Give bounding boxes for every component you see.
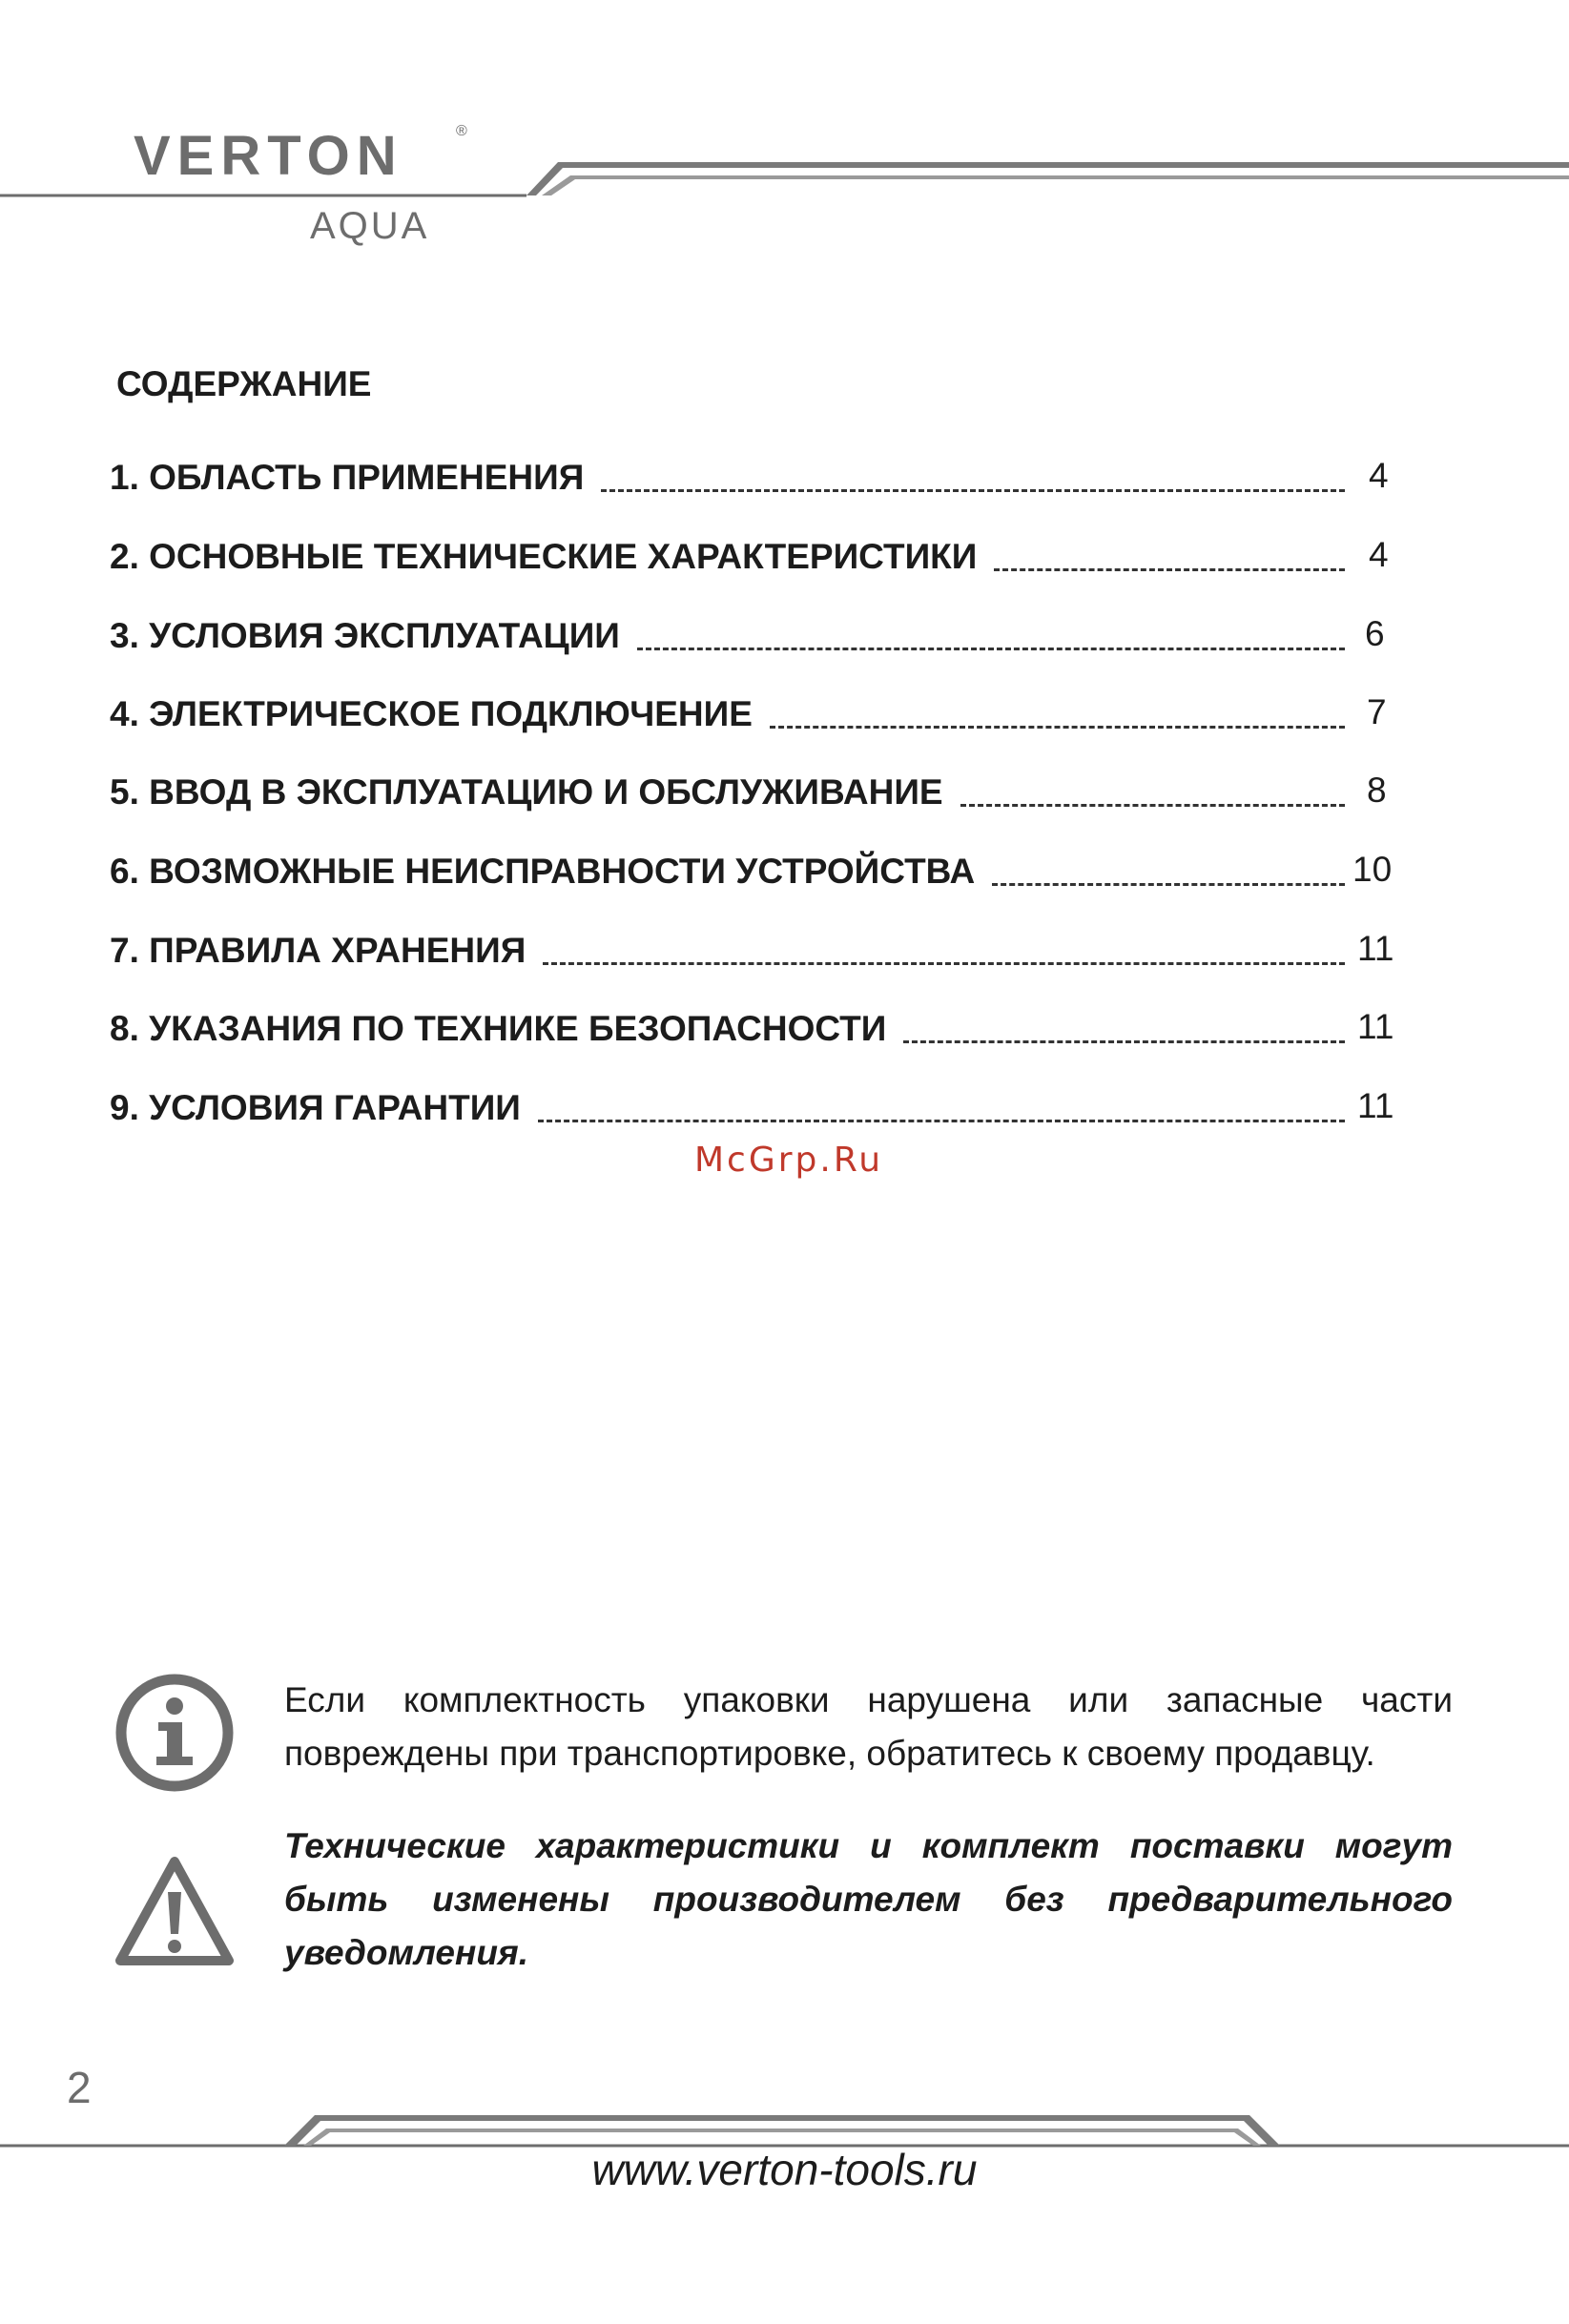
contents-item[interactable] <box>110 1009 1397 1057</box>
contents-item-page: 11 <box>1357 1086 1394 1125</box>
contents-leader-dots <box>770 726 1345 729</box>
contents-item-page: 4 <box>1369 535 1389 574</box>
contents-item-label: 4. ЭЛЕКТРИЧЕСКОЕ ПОДКЛЮЧЕНИЕ <box>110 694 762 734</box>
contents-item-label: 5. ВВОД В ЭКСПЛУАТАЦИЮ И ОБСЛУЖИВАНИЕ <box>110 772 953 812</box>
contents-item-page: 6 <box>1365 614 1385 653</box>
contents-title: СОДЕРЖАНИЕ <box>116 364 372 403</box>
contents-leader-dots <box>637 648 1345 650</box>
contents-item[interactable] <box>110 1088 1397 1136</box>
contents-item-page: 8 <box>1367 771 1387 810</box>
contents-item-label: 3. УСЛОВИЯ ЭКСПЛУАТАЦИИ <box>110 616 630 656</box>
contents-item-label: 7. ПРАВИЛА ХРАНЕНИЯ <box>110 931 535 971</box>
warning-icon <box>113 1850 237 1974</box>
contents-item-label: 1. ОБЛАСТЬ ПРИМЕНЕНИЯ <box>110 458 593 498</box>
logo-brand: VERTON <box>134 125 403 187</box>
contents-item[interactable] <box>110 694 1397 742</box>
contents-item[interactable] <box>110 537 1397 585</box>
contents-leader-dots <box>994 568 1345 571</box>
contents-item-page: 7 <box>1367 692 1387 731</box>
contents-item-page: 4 <box>1369 456 1389 495</box>
contents-leader-dots <box>903 1040 1345 1043</box>
website-url[interactable]: www.verton-tools.ru <box>591 2145 978 2194</box>
info-notice-text: Если комплектность упаковки нарушена или запасные части повреждены при транспортировке, обратитесь к своему продавцу. <box>284 1680 1453 1773</box>
contents-item[interactable] <box>110 616 1397 664</box>
contents-leader-dots <box>543 962 1345 965</box>
contents-leader-dots <box>601 489 1345 492</box>
logo-subbrand: AQUA <box>310 205 430 247</box>
contents-leader-dots <box>960 804 1345 807</box>
contents-item-page: 11 <box>1357 929 1394 968</box>
header-divider <box>0 0 1569 248</box>
contents-item[interactable] <box>110 931 1397 978</box>
contents-leader-dots <box>992 883 1345 886</box>
contents-item-label: 9. УСЛОВИЯ ГАРАНТИИ <box>110 1088 530 1128</box>
contents-item[interactable] <box>110 852 1397 899</box>
contents-item[interactable] <box>110 458 1397 505</box>
info-icon <box>113 1671 237 1795</box>
contents-item-label: 6. ВОЗМОЖНЫЕ НЕИСПРАВНОСТИ УСТРОЙСТВА <box>110 852 984 892</box>
contents-item-label: 2. ОСНОВНЫЕ ТЕХНИЧЕСКИЕ ХАРАКТЕРИСТИКИ <box>110 537 986 577</box>
contents-item-label: 8. УКАЗАНИЯ ПО ТЕХНИКЕ БЕЗОПАСНОСТИ <box>110 1009 896 1049</box>
contents-leader-dots <box>538 1120 1345 1122</box>
page-number: 2 <box>67 2063 92 2112</box>
logo-registered-mark: ® <box>456 123 467 139</box>
watermark: McGrp.Ru <box>694 1141 884 1180</box>
contents-item-page: 10 <box>1352 850 1393 889</box>
verton-aqua-logo <box>134 123 467 247</box>
contents-item[interactable] <box>110 772 1397 820</box>
warning-notice-text: Технические характеристики и комплект поставки могут быть изменены производителем без предварительного уведомления. <box>284 1826 1453 1972</box>
contents-item-page: 11 <box>1357 1007 1394 1046</box>
